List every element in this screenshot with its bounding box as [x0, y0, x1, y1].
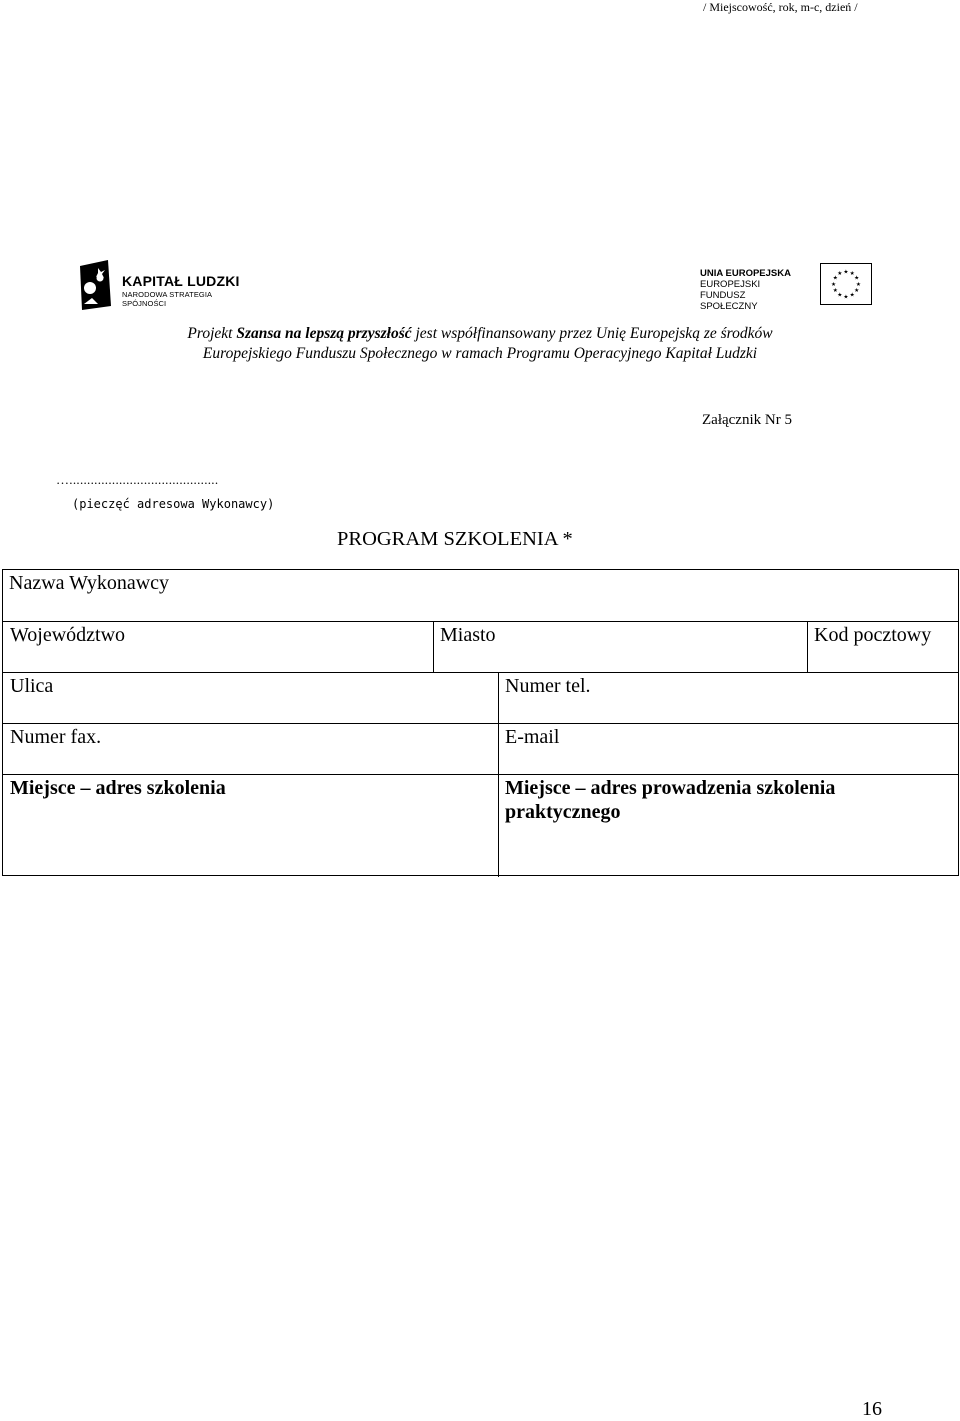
eu-flag-icon	[820, 263, 872, 305]
eu-logo-line2: EUROPEJSKI	[700, 279, 761, 290]
contractor-name-label: Nazwa Wykonawcy	[9, 572, 170, 594]
city-field[interactable]: Miasto	[440, 624, 496, 646]
eu-star-icon: ★	[831, 281, 837, 288]
eu-star-icon: ★	[855, 281, 861, 288]
eu-star-icon: ★	[843, 269, 849, 276]
kapital-ludzki-title: KAPITAŁ LUDZKI	[122, 273, 240, 289]
training-address-field[interactable]: Miejsce – adres szkolenia	[10, 777, 226, 799]
project-name: Szansa na lepszą przyszłość	[236, 325, 412, 342]
eu-star-icon: ★	[849, 271, 855, 278]
phone-field[interactable]: Numer tel.	[505, 675, 591, 697]
voivodeship-field[interactable]: Województwo	[10, 624, 126, 646]
attachment-label: Załącznik Nr 5	[702, 412, 792, 428]
training-program-form	[2, 569, 959, 876]
form-divider	[498, 672, 499, 877]
project-statement	[0, 324, 960, 364]
stamp-dots: …..........................................	[56, 472, 219, 487]
fax-field[interactable]: Numer fax.	[10, 726, 102, 748]
page-number: 16	[862, 1398, 882, 1420]
eu-logo-line3: FUNDUSZ SPOŁECZNY	[700, 290, 758, 312]
eu-logo-text	[700, 268, 794, 312]
form-divider	[3, 774, 958, 775]
kapital-ludzki-logo	[78, 258, 248, 310]
eu-logo	[700, 263, 872, 312]
eu-logo-line1: UNIA EUROPEJSKA	[700, 268, 791, 279]
form-divider	[433, 621, 434, 672]
kapital-ludzki-emblem-icon	[78, 258, 112, 310]
kapital-ludzki-subtitle: NARODOWA STRATEGIA SPÓJNOŚCI	[122, 290, 212, 308]
project-prefix: Projekt	[187, 325, 237, 342]
project-line2: Europejskiego Funduszu Społecznego w ramach Programu Operacyjnego Kapitał Ludzki	[202, 345, 758, 362]
email-field[interactable]: E-mail	[505, 726, 560, 748]
street-field[interactable]: Ulica	[10, 675, 54, 697]
eu-star-icon: ★	[832, 288, 838, 295]
eu-star-icon: ★	[854, 275, 860, 282]
eu-star-icon: ★	[849, 292, 855, 299]
eu-star-icon: ★	[837, 292, 843, 299]
stamp-caption: (pieczęć adresowa Wykonawcy)	[72, 497, 275, 511]
project-line1-rest: jest współfinansowany przez Unię Europejską ze środków	[411, 325, 773, 342]
eu-star-icon: ★	[832, 275, 838, 282]
eu-star-icon: ★	[837, 271, 843, 278]
eu-star-icon: ★	[854, 288, 860, 295]
page-title: PROGRAM SZKOLENIA *	[337, 528, 573, 550]
place-date-label: / Miejscowość, rok, m-c, dzień /	[703, 0, 858, 14]
form-divider	[3, 723, 958, 724]
form-divider	[3, 672, 958, 673]
form-divider	[3, 621, 958, 622]
practical-training-address-field[interactable]: Miejsce – adres prowadzenia szkolenia praktycznego	[505, 777, 836, 823]
form-divider	[807, 621, 808, 672]
postal-code-field[interactable]: Kod pocztowy	[814, 624, 932, 646]
eu-star-icon: ★	[843, 294, 849, 301]
